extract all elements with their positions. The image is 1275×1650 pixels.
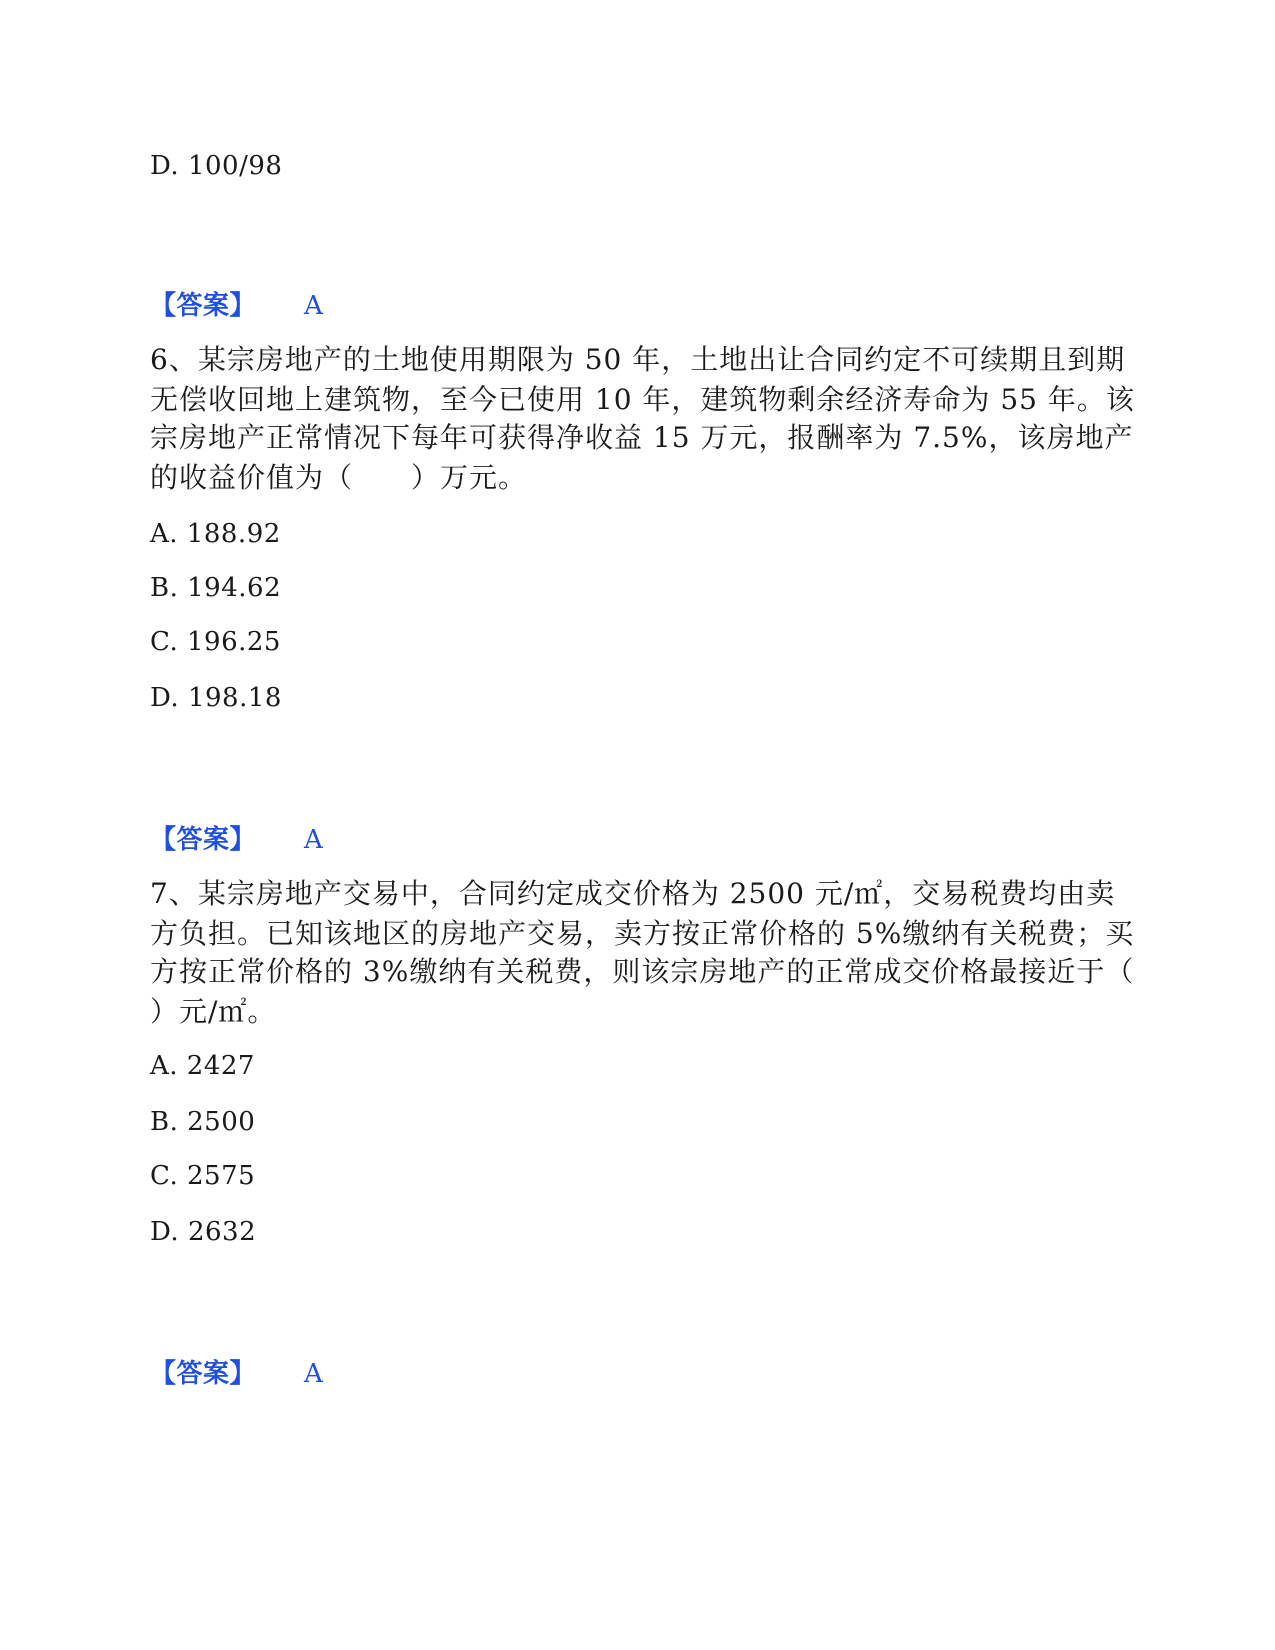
- q7-option-a: A. 2427: [150, 1051, 255, 1081]
- q7-option-c: C. 2575: [150, 1161, 256, 1191]
- answer-value: A: [304, 825, 324, 855]
- q6-option-b: B. 194.62: [150, 573, 282, 603]
- prev-answer: [150, 286, 323, 326]
- q7-option-b: B. 2500: [150, 1107, 256, 1137]
- q6-answer: [150, 820, 323, 860]
- q7-option-d: D. 2632: [150, 1217, 257, 1247]
- prev-option-d: D. 100/98: [150, 151, 283, 181]
- q7-answer: [150, 1354, 323, 1394]
- q7-line-3: 方按正常价格的 3%缴纳有关税费，则该宗房地产的正常成交价格最接近于（: [150, 955, 1135, 988]
- answer-value: A: [304, 291, 324, 321]
- q6-option-d: D. 198.18: [150, 683, 282, 713]
- q6-option-c: C. 196.25: [150, 627, 281, 657]
- q6-line-1: 6、某宗房地产的土地使用期限为 50 年，土地出让合同约定不可续期且到期: [150, 343, 1126, 376]
- answer-label: 【答案】: [150, 291, 257, 321]
- answer-label: 【答案】: [150, 1359, 257, 1389]
- q7-line-2: 方负担。已知该地区的房地产交易，卖方按正常价格的 5%缴纳有关税费；买: [150, 917, 1135, 950]
- q7-line-1: 7、某宗房地产交易中，合同约定成交价格为 2500 元/㎡，交易税费均由卖: [150, 877, 1116, 910]
- q6-option-a: A. 188.92: [150, 519, 281, 549]
- q6-line-2: 无偿收回地上建筑物，至今已使用 10 年，建筑物剩余经济寿命为 55 年。该: [150, 383, 1135, 416]
- q7-line-4: ）元/㎡。: [150, 995, 277, 1028]
- q6-line-4: 的收益价值为（ ）万元。: [150, 461, 528, 494]
- answer-label: 【答案】: [150, 825, 257, 855]
- answer-value: A: [304, 1359, 324, 1389]
- q6-line-3: 宗房地产正常情况下每年可获得净收益 15 万元，报酬率为 7.5%，该房地产: [150, 421, 1134, 454]
